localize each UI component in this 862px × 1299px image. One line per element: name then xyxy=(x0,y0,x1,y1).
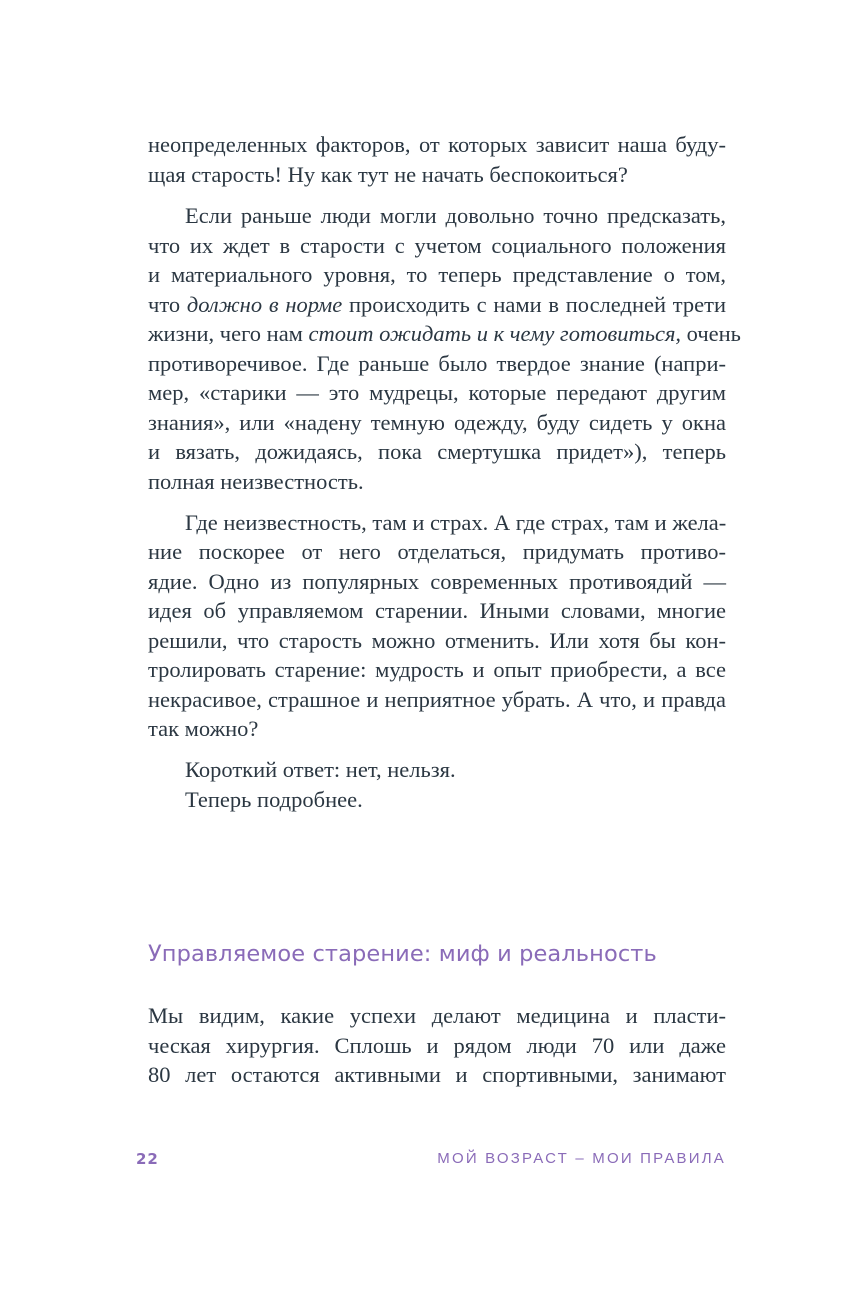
text-line: Если раньше люди могли довольно точно предсказать, xyxy=(185,203,726,228)
text-line: знания», или «надену темную одежду, буду сидеть у окна xyxy=(148,410,726,435)
italic-text-run: должно в норме xyxy=(186,292,343,317)
text-line: идея об управляемом старении. Иными словами, многие xyxy=(148,598,726,623)
text-line-mixed xyxy=(148,319,741,349)
text-line: 80 лет остаются активными и спортивными, занимают xyxy=(148,1062,726,1087)
running-title: МОЙ ВОЗРАСТ – МОИ ПРАВИЛА xyxy=(437,1150,726,1167)
text-line: решили, что старость можно отменить. Или хотя бы кон- xyxy=(148,628,726,653)
page-number: 22 xyxy=(136,1150,159,1168)
text-line: тролировать старение: мудрость и опыт приобрести, а все xyxy=(148,657,726,682)
text-line: и вязать, дожидаясь, пока смертушка придет»), теперь xyxy=(148,439,726,464)
text-line: неопределенных факторов, от которых зависит наша буду- xyxy=(148,132,726,157)
text-line: щая старость! Ну как тут не начать беспокоиться? xyxy=(148,162,628,187)
text-line: противоречивое. Где раньше было твердое знание (напри- xyxy=(148,351,726,376)
text-run: происходить с нами в последней трети xyxy=(348,292,726,317)
text-line: Мы видим, какие успехи делают медицина и пласти- xyxy=(148,1003,726,1028)
text-run: что xyxy=(148,292,181,317)
text-line: мер, «старики — это мудрецы, которые передают другим xyxy=(148,380,726,405)
text-line: что их ждет в старости с учетом социального положения xyxy=(148,233,726,258)
text-line: ческая хирургия. Сплошь и рядом люди 70 или даже xyxy=(148,1033,726,1058)
text-line: полная неизвестность. xyxy=(148,469,364,494)
text-line: Теперь подробнее. xyxy=(185,787,363,812)
text-line: Короткий ответ: нет, нельзя. xyxy=(185,757,456,782)
text-run: жизни, чего нам xyxy=(148,321,303,346)
text-line: ние поскорее от него отделаться, придумать противо- xyxy=(148,539,726,564)
section-heading: Управляемое старение: миф и реальность xyxy=(148,941,657,967)
text-line: и материального уровня, то теперь представление о том, xyxy=(148,262,726,287)
text-line: ядие. Одно из популярных современных противоядий — xyxy=(148,569,726,594)
text-line-mixed xyxy=(148,290,726,320)
text-line: Где неизвестность, там и страх. А где страх, там и жела- xyxy=(185,510,727,535)
text-line: некрасивое, страшное и неприятное убрать. А что, и правда xyxy=(148,687,726,712)
text-line: так можно? xyxy=(148,716,259,741)
text-run: очень xyxy=(686,321,741,346)
italic-text-run: стоит ожидать и к чему готовиться, xyxy=(308,321,682,346)
